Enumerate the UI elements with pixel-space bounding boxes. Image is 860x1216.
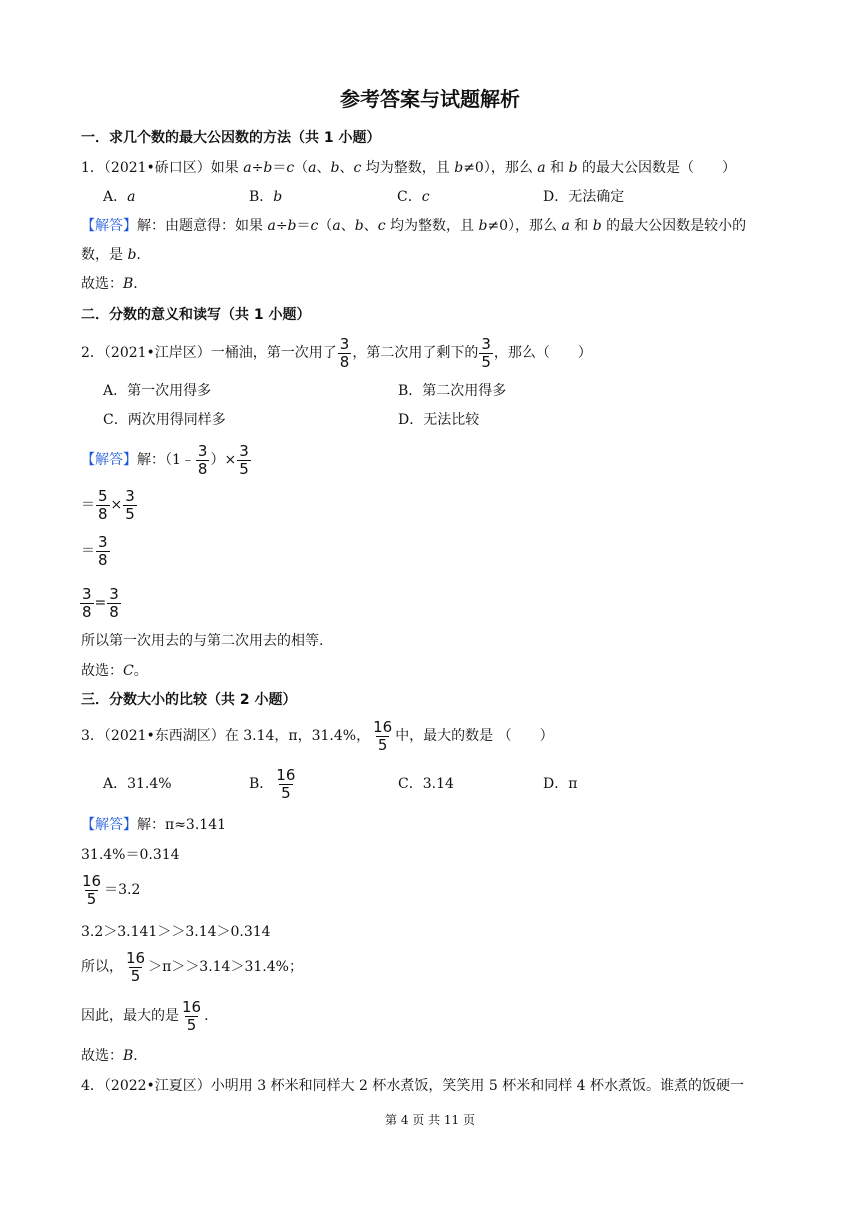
section-heading-1: 一．求几个数的最大公因数的方法（共 1 小题） <box>81 130 381 146</box>
question-1-stem: 1．（2021•硚口区）如果 a÷b＝c（a、b、c 均为整数，且 b≠0），那么 a 和 b 的最大公因数是（ ） <box>81 160 736 176</box>
question-3-option-d: D．π <box>543 776 578 792</box>
fraction-16-5 <box>180 999 203 1034</box>
fraction-16-5 <box>80 873 103 908</box>
answer-tag: 【解答】 <box>81 817 137 833</box>
fraction-16-5 <box>274 767 297 802</box>
page-footer: 第 4 页 共 11 页 <box>385 1113 475 1127</box>
fraction-numerator: 3 <box>239 441 249 460</box>
question-1-choice: 故选：B. <box>81 276 138 292</box>
question-3-step-4: 所以， $\frac{16}{5}$ ＞π＞＞3.14＞31.4%； <box>81 948 303 985</box>
fraction-denominator: 8 <box>339 352 350 371</box>
fraction-numerator: 3 <box>197 441 208 460</box>
question-3-choice: 故选：B. <box>81 1048 138 1064</box>
question-3-solution: 【解答】解：π≈3.141 <box>81 817 227 833</box>
fraction-denominator: 8 <box>98 504 108 523</box>
question-2-option-b: B．第二次用得多 <box>398 383 507 399</box>
fraction-denominator: 5 <box>239 459 249 478</box>
question-3-option-c: C．3.14 <box>398 776 454 792</box>
question-3-option-a: A．31.4% <box>103 776 172 792</box>
fraction-16-5 <box>371 719 394 754</box>
fraction-numerator: 3 <box>98 532 108 551</box>
fraction-3-8 <box>80 586 94 621</box>
question-2-option-a: A．第一次用得多 <box>103 383 212 399</box>
fraction-denominator: 8 <box>109 602 119 621</box>
question-3-step-1: 31.4%＝0.314 <box>81 847 180 863</box>
question-2-solution: 【解答】解：（1﹣ $\frac{3}{8}$ ）× $\frac{3}{5}$ <box>81 441 249 478</box>
question-1-solution-line-2: 数，是 b. <box>81 247 141 263</box>
fraction-3-8 <box>107 586 121 621</box>
fraction-numerator: 16 <box>182 997 202 1016</box>
question-2-step-3: $\frac{3}{8}$ = $\frac{3}{8}$ <box>82 584 119 621</box>
question-3-step-5: 因此，最大的是 $\frac{16}{5}$ . <box>81 997 209 1034</box>
fraction-numerator: 16 <box>82 871 102 890</box>
fraction-numerator: 16 <box>126 948 146 967</box>
fraction-16-5 <box>124 950 147 985</box>
section-heading-2: 二．分数的意义和读写（共 1 小题） <box>81 307 311 323</box>
fraction-denominator: 5 <box>86 889 97 908</box>
fraction-3-8 <box>196 443 210 478</box>
fraction-numerator: 3 <box>125 486 135 505</box>
question-2-stem: 2．（2021•江岸区）一桶油，第一次用了 $\frac{3}{8}$ ，第二次用了剩下的 $\frac{3}{5}$ ，那么（ ） <box>81 334 592 371</box>
fraction-numerator: 16 <box>373 717 393 736</box>
fraction-3-5 <box>479 336 493 371</box>
question-1-option-c: C．c <box>397 189 430 205</box>
question-3-step-3: 3.2＞3.141＞＞3.14＞0.314 <box>81 924 271 940</box>
question-2-option-c: C．两次用得同样多 <box>103 412 226 428</box>
fraction-numerator: 3 <box>339 334 350 353</box>
answer-tag: 【解答】 <box>81 452 137 468</box>
fraction-3-8 <box>338 336 352 371</box>
question-2-choice: 故选：C。 <box>81 663 148 679</box>
fraction-numerator: 3 <box>481 334 491 353</box>
fraction-denominator: 5 <box>481 352 491 371</box>
fraction-denominator: 8 <box>98 550 108 569</box>
question-2-step-2: ＝ $\frac{3}{8}$ <box>81 532 108 569</box>
fraction-denominator: 5 <box>377 735 388 754</box>
question-4-stem: 4．（2022•江夏区）小明用 3 杯米和同样大 2 杯水煮饭，笑笑用 5 杯米和同样 4 杯水煮饭。谁煮的饭硬一 <box>81 1078 745 1094</box>
fraction-numerator: 5 <box>98 486 108 505</box>
fraction-3-8 <box>96 534 110 569</box>
fraction-denominator: 5 <box>125 504 135 523</box>
fraction-3-5 <box>123 488 137 523</box>
fraction-denominator: 8 <box>197 459 208 478</box>
fraction-numerator: 3 <box>82 584 92 603</box>
fraction-denominator: 5 <box>186 1015 197 1034</box>
question-1-option-d: D．无法确定 <box>543 189 625 205</box>
fraction-numerator: 16 <box>276 765 296 784</box>
question-2-option-d: D．无法比较 <box>398 412 480 428</box>
question-1-option-a: A．a <box>103 189 136 205</box>
fraction-denominator: 8 <box>82 602 92 621</box>
section-heading-3: 三．分数大小的比较（共 2 小题） <box>81 692 297 708</box>
question-2-step-1: ＝ $\frac{5}{8}$ × $\frac{3}{5}$ <box>81 486 135 523</box>
question-1-solution: 【解答】解：由题意得：如果 a÷b＝c（a、b、c 均为整数，且 b≠0），那么 a 和 b 的最大公因数是较小的 <box>81 218 747 234</box>
question-3-step-2: $\frac{16}{5}$ ＝3.2 <box>82 871 141 908</box>
fraction-5-8 <box>96 488 110 523</box>
answer-tag: 【解答】 <box>81 218 137 234</box>
fraction-numerator: 3 <box>109 584 119 603</box>
fraction-denominator: 5 <box>281 783 291 802</box>
question-3-option-b: B． $\frac{16}{5}$ <box>249 765 296 802</box>
question-2-conclusion: 所以第一次用去的与第二次用去的相等. <box>81 633 324 649</box>
page-title: 参考答案与试题解析 <box>340 87 520 111</box>
question-3-stem: 3．（2021•东西湖区）在 3.14，π，31.4%， $\frac{16}{5}$ 中，最大的数是 （ ） <box>81 717 554 754</box>
question-1-option-b: B．b <box>249 189 283 205</box>
fraction-denominator: 5 <box>130 966 141 985</box>
fraction-3-5 <box>237 443 251 478</box>
